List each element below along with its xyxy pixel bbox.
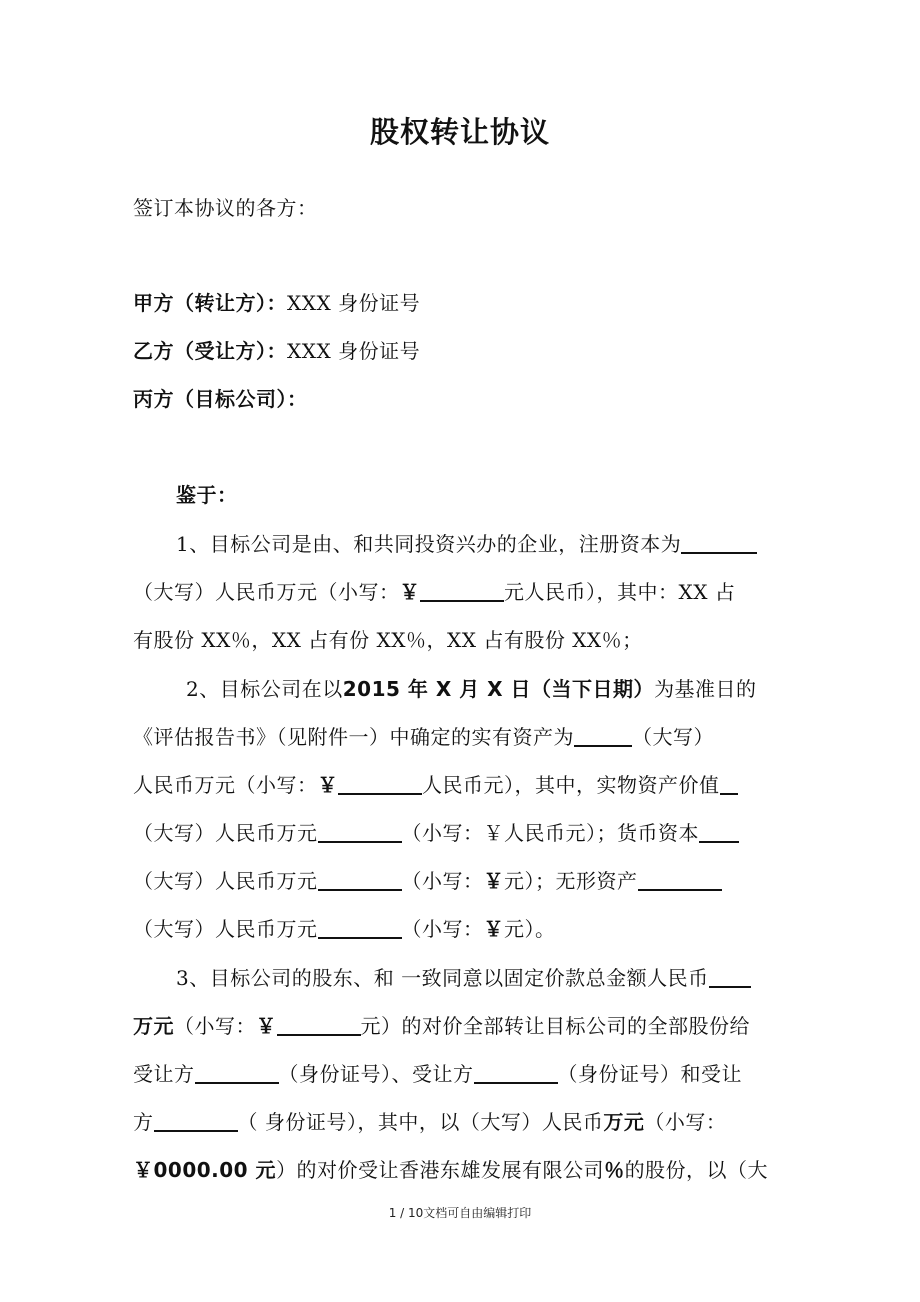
clause-text: 2、目标公司在以	[186, 677, 343, 701]
clause-text: 人民币万元（小写：	[133, 773, 318, 797]
fill-blank	[638, 867, 722, 891]
clause-text: 万元	[603, 1110, 645, 1134]
fill-blank	[195, 1060, 279, 1084]
clause-text: 3、目标公司的股东、和 一致同意以固定价款总金额人民币	[176, 966, 709, 990]
fill-blank	[277, 1012, 361, 1036]
clause-text: ％	[604, 1158, 625, 1182]
yuan-sign: ￥	[317, 773, 338, 797]
yuan-sign: ￥	[256, 1014, 277, 1038]
fill-blank	[154, 1108, 238, 1132]
clause-2-line-2	[133, 722, 793, 752]
clause-3-line-3	[133, 1059, 793, 1089]
yuan-sign: ￥	[483, 869, 504, 893]
clause-text: （小写：￥人民币元）；货币资本	[401, 821, 699, 845]
clause-2-line-6	[133, 914, 793, 944]
party-a-value: XXX 身份证号	[287, 291, 421, 315]
clause-text: 为基准日的	[654, 677, 757, 701]
party-b	[133, 336, 793, 366]
clause-1-line-3: 有股份 XX％，XX 占有份 XX％，XX 占有股份 XX％；	[133, 628, 643, 652]
clause-text: （大写）人民币万元	[133, 869, 318, 893]
page-footer	[0, 1204, 920, 1221]
clause-text: （身份证号）和受让	[557, 1062, 742, 1086]
clause-1-text: 1、目标公司是由、和共同投资兴办的企业，注册资本为	[176, 532, 682, 556]
party-c-label: 丙方（目标公司）：	[133, 387, 308, 411]
party-a	[133, 288, 793, 318]
clause-text: 元人民币），其中：XX 占	[504, 580, 736, 604]
base-date: 2015 年 X 月 X 日（当下日期）	[342, 677, 655, 701]
party-b-value: XXX 身份证号	[287, 339, 421, 363]
yuan-sign: ￥	[483, 917, 504, 941]
fill-blank	[474, 1060, 558, 1084]
clause-text: 人民币元），其中，实物资产价值	[422, 773, 720, 797]
fill-blank	[720, 771, 738, 795]
fill-blank	[709, 964, 751, 988]
clause-text: 元）。	[504, 917, 556, 941]
fill-blank	[574, 723, 632, 747]
clause-text: 受让方	[133, 1062, 195, 1086]
clause-3-line-1	[176, 963, 796, 993]
clause-text: 《评估报告书》（见附件一）中确定的实有资产为	[133, 725, 574, 749]
clause-3-line-4	[133, 1107, 793, 1137]
clause-text: 万元	[133, 1014, 174, 1038]
clause-2-line-3	[133, 770, 793, 800]
clause-text: 元）的对价全部转让目标公司的全部股份给	[360, 1014, 750, 1038]
clause-text: （小写：	[174, 1014, 256, 1038]
fill-blank	[699, 819, 739, 843]
fill-blank	[420, 578, 504, 602]
clause-text: （大写）人民币万元	[133, 821, 318, 845]
clause-text: （ 身份证号），其中，以（大写）人民币	[237, 1110, 604, 1134]
fill-blank	[318, 819, 402, 843]
parties-intro: 签订本协议的各方：	[133, 196, 318, 220]
party-c	[133, 384, 793, 414]
clause-1-line-2	[133, 577, 793, 607]
clause-1-line-1	[176, 529, 796, 559]
clause-text: （小写：	[644, 1110, 727, 1134]
page-number: 1 / 10	[388, 1206, 424, 1220]
document-title: 股权转让协议	[369, 115, 550, 149]
clause-text: ）的对价受让香港东雄发展有限公司	[276, 1158, 605, 1182]
clause-text: （小写：	[401, 869, 484, 893]
clause-3-line-5	[133, 1155, 793, 1185]
clause-text: （身份证号）、受让方	[278, 1062, 474, 1086]
clause-2-line-5	[133, 866, 793, 896]
party-a-label: 甲方（转让方）：	[133, 291, 287, 315]
clause-text: 的股份，以（大	[624, 1158, 769, 1182]
clause-text: 方	[133, 1110, 154, 1134]
clause-2-line-4	[133, 818, 793, 848]
clause-text: 元）；无形资产	[504, 869, 638, 893]
fill-blank	[318, 867, 402, 891]
clause-text: （大写）人民币万元	[133, 917, 318, 941]
yuan-sign: ￥	[399, 580, 420, 604]
clause-text: （小写：	[401, 917, 484, 941]
fill-blank	[318, 915, 402, 939]
whereas-heading: 鉴于：	[176, 483, 238, 507]
clause-text: ￥0000.00 元	[133, 1158, 277, 1182]
clause-2-line-1	[186, 674, 846, 704]
clause-3-line-2	[133, 1011, 793, 1041]
fill-blank	[681, 530, 757, 554]
party-b-label: 乙方（受让方）：	[133, 339, 287, 363]
clause-text: （大写）	[632, 725, 714, 749]
fill-blank	[338, 771, 422, 795]
footer-note: 文档可自由编辑打印	[423, 1206, 532, 1220]
clause-text: （大写）人民币万元（小写：	[133, 580, 400, 604]
